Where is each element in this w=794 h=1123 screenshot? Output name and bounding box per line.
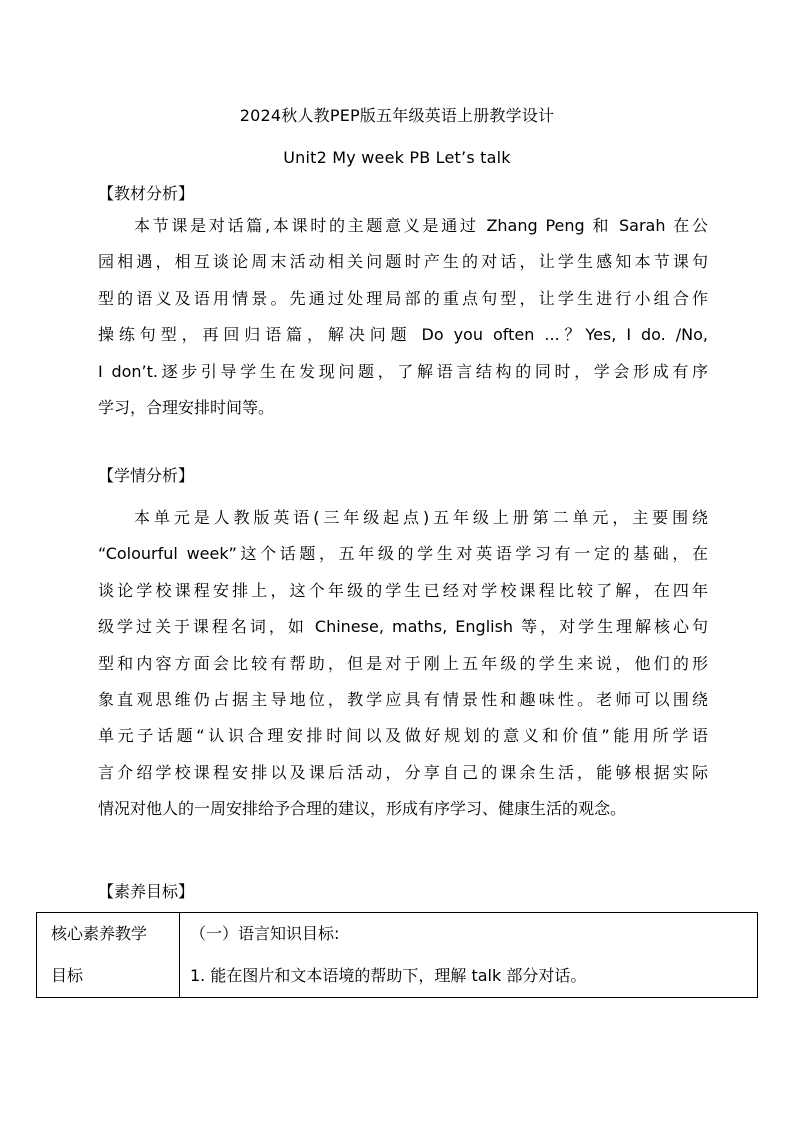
- document-title: 2024秋人教PEP版五年级英语上册教学设计: [239, 106, 555, 125]
- paragraph-line: 言介绍学校课程安排以及课后活动，分享自己的课余生活，能够根据实际: [98, 762, 708, 782]
- paragraph-line: 型的语义及语用情景。先通过处理局部的重点句型，让学生进行小组合作: [98, 288, 708, 308]
- paragraph-line: 谈论学校课程安排上，这个年级的学生已经对学校课程比较了解，在四年: [98, 580, 708, 600]
- paragraph-line: 学习，合理安排时间等。: [98, 397, 275, 417]
- paragraph-line: 本单元是人教版英语(三年级起点)五年级上册第二单元，主要围绕: [134, 508, 708, 527]
- paragraph-line: 型和内容方面会比较有帮助，但是对于刚上五年级的学生来说，他们的形: [98, 653, 708, 673]
- cell-text: 核心素养教学: [51, 924, 148, 943]
- table-cell-category: [37, 913, 180, 998]
- document-subtitle: Unit2 My week PB Let’s talk: [283, 148, 511, 167]
- paragraph-line: 园相遇，相互谈论周末活动相关问题时产生的对话，让学生感知本节课句: [98, 252, 708, 272]
- paragraph-learner-analysis: [98, 500, 708, 828]
- paragraph-line: 情况对他人的一周安排给予合理的建议，形成有序学习、健康生活的观念。: [98, 799, 627, 819]
- table-cell-content: [180, 913, 758, 998]
- goals-table: [36, 912, 758, 998]
- paragraph-line: 本节课是对话篇,本课时的主题意义是通过 Zhang Peng 和 Sarah 在公: [134, 216, 708, 235]
- paragraph-line: 操练句型，再回归语篇，解决问题 Do you often ...？Yes, I do. /No,: [98, 325, 708, 345]
- paragraph-line: 象直观思维仍占据主导地位，教学应具有情景性和趣味性。老师可以围绕: [98, 689, 708, 709]
- cell-text: 目标: [51, 966, 84, 985]
- section-heading-learner-analysis: 【学情分析】: [98, 466, 195, 485]
- section-heading-textbook-analysis: 【教材分析】: [98, 184, 195, 203]
- cell-text: （一）语言知识目标:: [190, 924, 340, 943]
- paragraph-line: “Colourful week”这个话题，五年级的学生对英语学习有一定的基础，在: [98, 544, 708, 564]
- paragraph-line: 单元子话题“认识合理安排时间以及做好规划的意义和价值”能用所学语: [98, 726, 708, 746]
- cell-text: 1. 能在图片和文本语境的帮助下，理解 talk 部分对话。: [190, 966, 587, 985]
- table-row: [37, 913, 758, 998]
- paragraph-line: 级学过关于课程名词，如 Chinese, maths, English 等，对学生理解核心句: [98, 617, 708, 637]
- paragraph-textbook-analysis: [98, 208, 708, 426]
- section-heading-literacy-goals: 【素养目标】: [98, 882, 195, 901]
- paragraph-line: I don’t.逐步引导学生在发现问题，了解语言结构的同时，学会形成有序: [98, 361, 708, 381]
